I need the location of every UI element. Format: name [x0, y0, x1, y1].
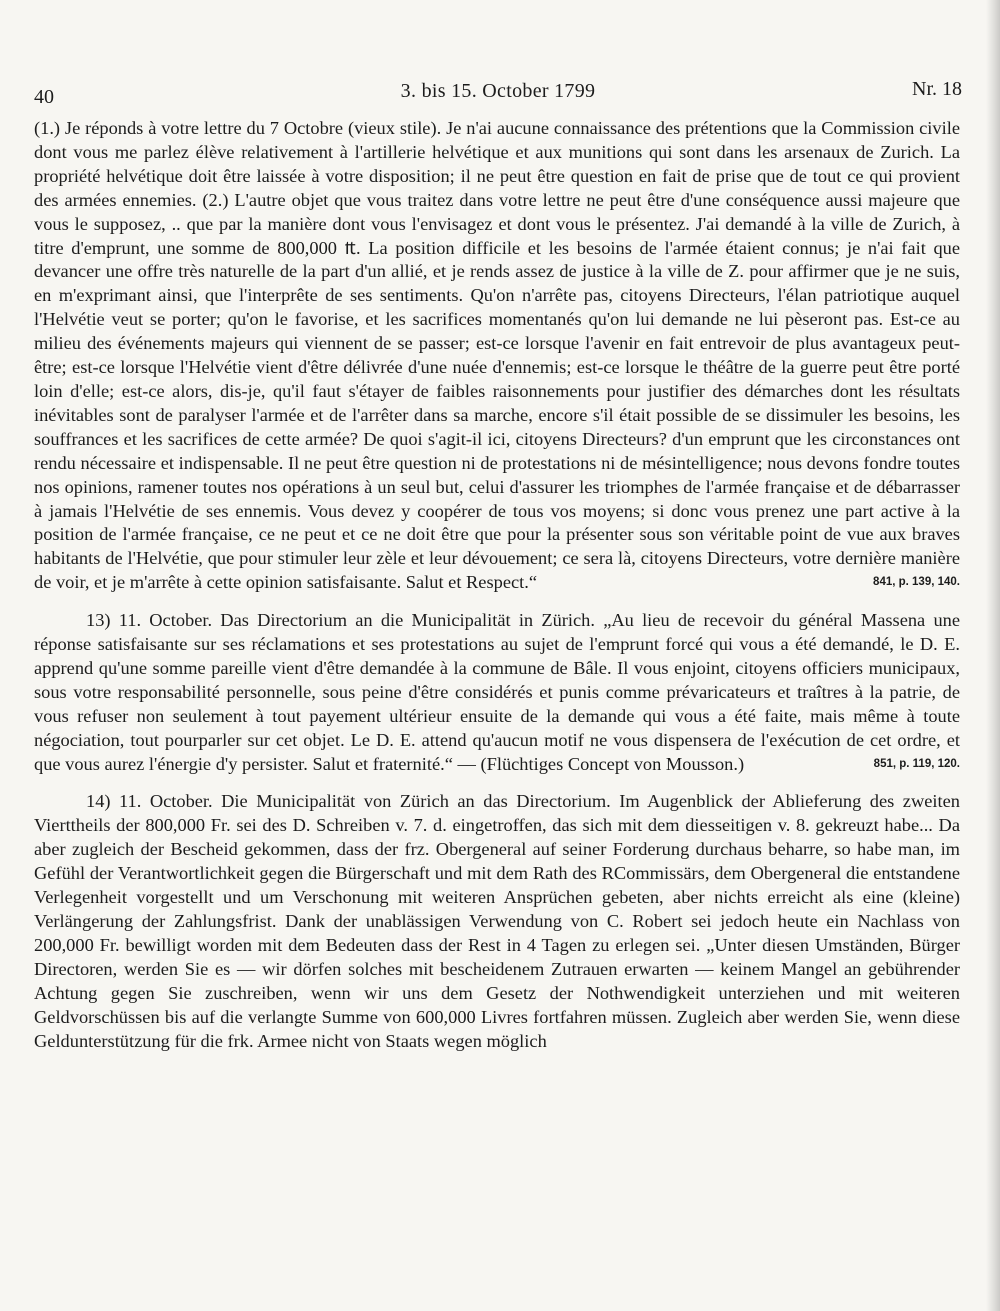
paragraph-text: 14) 11. October. Die Municipalität von Zürich an das Directorium. Im Augenblick der Ablieferung des zweiten Vierttheils der 800,000 Fr. sei des D. Schreiben v. 7. d. eingetroffen, das sich mit dem diesseitigen v. 8. gekreuzt habe... Da aber zugleich der Bescheid gekommen, dass der frz. Obergeneral auf seiner Forderung durchaus beharre, so habe man, im Gefühl der Verantwortlichkeit gegen die Bürgerschaft und mit dem Rath des RCommissärs, dem Obergeneral die entstandene Verlegenheit vorgestellt und um Verschonung mit weiteren Ansprüchen gebeten, aber nichts erreicht als eine (kleine) Verlängerung der Zahlungsfrist. Dank der unablässigen Verwendung von C. Robert sei jedoch heute ein Nachlass von 200,000 Fr. bewilligt worden mit dem Bedeuten dass der Rest in 4 Tagen zu erlegen sei. „Unter diesen Umständen, Bürger Directoren, werden Sie es — wir dörfen solches mit bescheidenem Zutrauen erwarten — keinem Mangel an gebührender Achtung gegen Sie zuschreiben, wenn wir uns dem Gesetz der Nothwendigkeit unterziehen und mit weiteren Geldvorschüssen bis auf die verlangte Summe von 600,000 Livres fortfahren müssen. Zugleich aber werden Sie, wenn diese Geldunterstützung für die frk. Armee nicht von Staats wegen möglich — [34, 791, 960, 1051]
running-title-date-range: 3. bis 15. October 1799 — [400, 80, 596, 102]
paragraph-entry-14 — [34, 790, 960, 1053]
paragraph-letter-continuation — [34, 117, 960, 595]
paragraph-text: (1.) Je réponds à votre lettre du 7 Octobre (vieux stile). Je n'ai aucune connaissance des prétentions que la Commission civile dont vous me parlez élève relativement à l'artillerie helvétique et aux munitions qui sont dans les arsenaux de Zurich. La propriété helvétique doit être laissée à votre disposition; il ne peut être question en fait de prise que de tout ce qui provient des armées ennemies. (2.) L'autre objet que vous traitez dans votre lettre ne peut être d'une conséquence aussi majeure que vous le supposez, .. que par la manière dont vous l'envisagez et dont vous le présentez. J'ai demandé à la ville de Zurich, à titre d'emprunt, une somme de 800,000 ₶. La position difficile et les besoins de l'armée étaient connus; je n'ai fait que devancer une offre très naturelle de la part d'un allié, et je rends assez de justice à la ville de Z. pour affirmer que je ne suis, en m'exprimant ainsi, que l'interprête de ses sentiments. Qu'on n'arrête pas, citoyens Directeurs, l'élan patriotique auquel l'Helvétie veut se porter; qu'on le favorise, et les sacrifices momentanés qu'on lui demande ne lui pèseront pas. Est-ce au milieu des événements majeurs qui viennent de se passer; est-ce lorsque l'avenir en fait entrevoir de plus avantageux peut-être; est-ce lorsque l'Helvétie vient d'être délivrée d'une nuée d'ennemis; est-ce lorsque le théâtre de la guerre peut être porté loin d'elle; est-ce alors, dis-je, qu'il faut s'étayer de faibles raisonnements pour justifier des démarches dont les résultats inévitables sont de paralyser l'armée et de l'arrêter dans sa marche, encore s'il était possible de se dissimuler les besoins, les souffrances et les sacrifices de cette armée? De quoi s'agit-il ici, citoyens Directeurs? d'un emprunt que les circonstances ont rendu nécessaire et indispensable. Il ne peut être question ni de protestations ni de mésintelligence; nous devons fondre toutes nos opinions, ramener toutes nos opérations à un seul but, celui d'assurer les triomphes de l'armée française et de débarrasser à jamais l'Helvétie de ses ennemis. Vous devez y coopérer de tous vos moyens; si donc vous prenez une part active à la position de l'armée française, ce ne peut et ce ne doit être que pour la présenter sous son véritable point de vue aux braves habitants de l'Helvétie, que pour stimuler leur zèle et leur dévouement; ce sera là, citoyens Directeurs, votre dernière manière de voir, et je m'arrête à cette opinion satisfaisante. Salut et Respect.“ — [34, 118, 960, 593]
page-edge-shadow — [986, 0, 1000, 1311]
page-number: 40 — [34, 86, 54, 108]
paragraph-entry-13 — [34, 609, 960, 776]
page-header — [34, 78, 962, 108]
page-body — [34, 117, 960, 1053]
source-citation: 841, p. 139, 140. — [873, 576, 960, 589]
document-number: Nr. 18 — [912, 78, 962, 100]
paragraph-text: 13) 11. October. Das Directorium an die Municipalität in Zürich. „Au lieu de recevoir du général Massena une réponse satisfaisante sur ses réclamations et ses protestations au sujet de l'emprunt forcé qui vous a été demandé, le D. E. apprend qu'une somme pareille vient d'être demandée à la commune de Bâle. Il vous enjoint, citoyens officiers municipaux, sous votre responsabilité personnelle, sous peine d'être considérés et punis comme prévaricateurs et traîtres à la patrie, de vous refuser non seulement à tout payement ultérieur ensuite de la demande qui vous a été faite, mais même à toute négociation, tout pourparler sur cet objet. Le D. E. attend qu'aucun motif ne vous dispensera de l'exécution de cet ordre, et que vous aurez l'énergie d'y persister. Salut et fraternité.“ — (Flüchtiges Concept von Mousson.) — [34, 610, 960, 774]
source-citation: 851, p. 119, 120. — [873, 757, 960, 770]
